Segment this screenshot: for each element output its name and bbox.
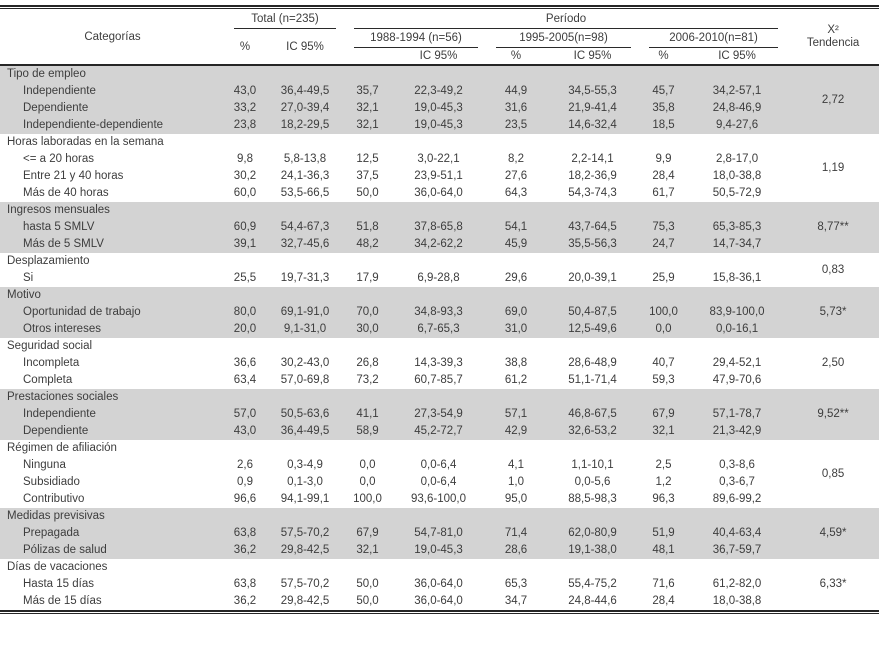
data-row	[0, 100, 879, 117]
x2-trend-value: 9,52**	[817, 408, 849, 420]
x2-trend-value: 0,85	[821, 467, 845, 480]
pct-cell: 50,0	[356, 578, 379, 590]
pct-cell: 51,9	[652, 527, 675, 539]
data-row	[0, 168, 879, 185]
ic95-cell: 1,1-10,1	[571, 459, 614, 471]
pct-cell: 23,5	[504, 119, 528, 131]
row-label: Si	[23, 272, 34, 284]
row-label: <= a 20 horas	[23, 153, 94, 165]
section-header-row	[0, 287, 879, 304]
ic95-cell: 19,0-45,3	[414, 544, 463, 556]
pct-cell: 0,0	[359, 459, 376, 471]
total-group-label: Total (n=235)	[251, 13, 319, 25]
ic95-cell: 36,7-59,7	[712, 544, 762, 556]
ic95-cell: 23,9-51,1	[414, 170, 463, 182]
ic95-cell: 47,9-70,6	[712, 374, 762, 386]
ic95-cell: 50,5-72,9	[712, 187, 762, 199]
ic95-cell: 0,3-6,7	[719, 476, 755, 488]
pct-cell: 57,1	[504, 408, 528, 420]
pct-cell: 24,7	[652, 238, 675, 250]
ic95-cell: 51,1-71,4	[568, 374, 617, 386]
pct-cell: 38,8	[504, 357, 528, 369]
row-label: Más de 40 horas	[23, 187, 109, 199]
pct-cell: 54,1	[504, 221, 528, 233]
ic95-cell: 5,8-13,8	[283, 153, 327, 165]
section-title: Seguridad social	[7, 340, 93, 352]
row-label: Subsidiado	[23, 476, 80, 488]
total-pct-header: %	[239, 40, 251, 53]
section-header-row	[0, 134, 879, 151]
row-label: Contributivo	[23, 493, 85, 505]
ic95-cell: 69,1-91,0	[280, 306, 330, 318]
data-row	[0, 117, 879, 134]
period1-label: 1988-1994 (n=56)	[370, 32, 462, 44]
pct-cell: 2,6	[237, 459, 253, 471]
row-label: Independiente	[23, 408, 96, 420]
data-row	[0, 355, 879, 372]
data-row	[0, 474, 879, 491]
x2-trend-value: 0,83	[821, 263, 845, 276]
pct-cell: 48,2	[356, 238, 379, 250]
pct-cell: 96,3	[652, 493, 675, 505]
pct-cell: 35,7	[356, 85, 379, 97]
ic95-cell: 89,6-99,2	[712, 493, 762, 505]
ic95-cell: 29,4-52,1	[712, 357, 762, 369]
ic95-cell: 50,5-63,6	[280, 408, 330, 420]
ic95-cell: 29,8-42,5	[280, 544, 330, 556]
data-row	[0, 491, 879, 508]
pct-cell: 39,1	[233, 238, 257, 250]
section-title: Horas laboradas en la semana	[7, 136, 164, 148]
pct-cell: 12,5	[356, 153, 379, 165]
ic95-cell: 36,0-64,0	[414, 187, 463, 199]
pct-cell: 30,0	[356, 323, 379, 335]
ic95-cell: 57,1-78,7	[712, 408, 762, 420]
row-label: Entre 21 y 40 horas	[23, 170, 124, 182]
ic95-cell: 14,7-34,7	[712, 238, 762, 250]
period3-ic-header: IC 95%	[718, 50, 756, 62]
row-label: Oportunidad de trabajo	[23, 306, 141, 318]
section-title: Régimen de afiliación	[7, 442, 117, 454]
ic95-cell: 0,1-3,0	[287, 476, 323, 488]
pct-cell: 50,0	[356, 595, 379, 607]
row-label: Completa	[23, 374, 73, 386]
pct-cell: 64,3	[504, 187, 528, 199]
pct-cell: 61,2	[504, 374, 528, 386]
pct-cell: 45,9	[504, 238, 528, 250]
table-body	[0, 65, 879, 610]
ic95-cell: 0,3-4,9	[287, 459, 323, 471]
pct-cell: 57,0	[233, 408, 257, 420]
pct-cell: 25,9	[652, 272, 675, 284]
ic95-cell: 60,7-85,7	[414, 374, 463, 386]
pct-cell: 32,1	[356, 102, 379, 114]
ic95-cell: 57,5-70,2	[280, 527, 330, 539]
ic95-cell: 54,4-67,3	[280, 221, 330, 233]
ic95-cell: 57,0-69,8	[280, 374, 330, 386]
x2-header-line1: X²	[827, 23, 839, 36]
pct-cell: 31,0	[504, 323, 528, 335]
ic95-cell: 27,3-54,9	[414, 408, 463, 420]
pct-cell: 28,6	[504, 544, 528, 556]
ic95-cell: 15,8-36,1	[712, 272, 762, 284]
x2-trend-value: 4,59*	[819, 527, 847, 539]
pct-cell: 17,9	[356, 272, 379, 284]
ic95-cell: 54,7-81,0	[414, 527, 463, 539]
pct-cell: 59,3	[652, 374, 675, 386]
data-row	[0, 185, 879, 202]
pct-cell: 36,2	[233, 544, 257, 556]
ic95-cell: 34,8-93,3	[414, 306, 463, 318]
ic95-cell: 12,5-49,6	[568, 323, 617, 335]
pct-cell: 48,1	[652, 544, 675, 556]
pct-cell: 0,0	[655, 323, 672, 335]
period3-pct-header: %	[658, 50, 669, 62]
pct-cell: 2,5	[655, 459, 672, 471]
ic95-cell: 24,8-44,6	[568, 595, 617, 607]
row-label: Independiente	[23, 85, 96, 97]
ic95-cell: 24,8-46,9	[712, 102, 762, 114]
row-label: Ninguna	[23, 459, 66, 471]
categories-header: Categorías	[84, 30, 141, 43]
data-row	[0, 457, 879, 474]
section-title: Prestaciones sociales	[7, 391, 119, 403]
pct-cell: 23,8	[233, 119, 257, 131]
pct-cell: 28,4	[652, 170, 675, 182]
pct-cell: 36,2	[233, 595, 257, 607]
section-title: Tipo de empleo	[7, 68, 86, 80]
x2-trend-header	[787, 9, 879, 65]
ic95-cell: 9,4-27,6	[715, 119, 759, 131]
x2-trend-value: 8,77**	[817, 221, 849, 233]
ic95-cell: 19,1-38,0	[568, 544, 617, 556]
pct-cell: 20,0	[233, 323, 257, 335]
row-label: Dependiente	[23, 425, 89, 437]
ic95-cell: 6,9-28,8	[417, 272, 460, 284]
section-title: Desplazamiento	[7, 255, 90, 267]
pct-cell: 35,8	[652, 102, 675, 114]
ic95-cell: 0,0-6,4	[420, 476, 457, 488]
pct-cell: 63,4	[233, 374, 257, 386]
pct-cell: 44,9	[504, 85, 528, 97]
data-row	[0, 270, 879, 287]
data-row	[0, 151, 879, 168]
pct-cell: 50,0	[356, 187, 379, 199]
ic95-cell: 62,0-80,9	[568, 527, 617, 539]
pct-cell: 65,3	[504, 578, 528, 590]
period2-pct-header: %	[510, 50, 522, 62]
ic95-cell: 0,0-6,4	[420, 459, 457, 471]
row-label: Prepagada	[23, 527, 80, 539]
ic95-cell: 29,8-42,5	[280, 595, 330, 607]
x2-trend-value: 2,50	[821, 357, 845, 369]
period-group-label: Período	[545, 13, 587, 25]
section-header-row	[0, 65, 879, 83]
section-header-row	[0, 389, 879, 406]
ic95-cell: 19,7-31,3	[280, 272, 330, 284]
pct-cell: 26,8	[356, 357, 379, 369]
ic95-cell: 14,3-39,3	[414, 357, 463, 369]
ic95-cell: 21,3-42,9	[712, 425, 762, 437]
ic95-cell: 18,0-38,8	[712, 595, 762, 607]
ic95-cell: 61,2-82,0	[712, 578, 762, 590]
row-label: Otros intereses	[23, 323, 101, 335]
pct-cell: 36,6	[233, 357, 257, 369]
ic95-cell: 18,2-29,5	[280, 119, 330, 131]
data-row	[0, 525, 879, 542]
section-title: Ingresos mensuales	[7, 204, 110, 216]
x2-trend-value: 2,72	[821, 93, 845, 106]
row-label: Incompleta	[23, 357, 80, 369]
pct-cell: 67,9	[652, 408, 675, 420]
ic95-cell: 35,5-56,3	[568, 238, 617, 250]
data-row	[0, 372, 879, 389]
pct-cell: 32,1	[356, 119, 379, 131]
ic95-cell: 28,6-48,9	[568, 357, 617, 369]
pct-cell: 31,6	[504, 102, 528, 114]
ic95-cell: 2,8-17,0	[715, 153, 759, 165]
row-label: Pólizas de salud	[23, 544, 107, 556]
pct-cell: 58,9	[356, 425, 379, 437]
pct-cell: 0,9	[237, 476, 253, 488]
ic95-cell: 57,5-70,2	[280, 578, 330, 590]
header-row-groups	[0, 9, 879, 29]
pct-cell: 96,6	[233, 493, 257, 505]
row-label: Independiente-dependiente	[23, 119, 164, 131]
data-row	[0, 236, 879, 253]
table-header	[0, 9, 879, 65]
pct-cell: 73,2	[356, 374, 379, 386]
section-title: Medidas previsivas	[7, 510, 105, 522]
section-title: Motivo	[7, 289, 41, 301]
ic95-cell: 32,7-45,6	[280, 238, 330, 250]
data-row	[0, 304, 879, 321]
ic95-cell: 45,2-72,7	[414, 425, 463, 437]
ic95-cell: 50,4-87,5	[568, 306, 617, 318]
pct-cell: 100,0	[649, 306, 678, 318]
section-header-row	[0, 253, 879, 270]
pct-cell: 34,7	[504, 595, 528, 607]
ic95-cell: 0,3-8,6	[719, 459, 755, 471]
pct-cell: 71,6	[652, 578, 675, 590]
ic95-cell: 53,5-66,5	[280, 187, 330, 199]
pct-cell: 29,6	[504, 272, 528, 284]
ic95-cell: 0,0-5,6	[574, 476, 611, 488]
ic95-cell: 54,3-74,3	[568, 187, 617, 199]
row-label: Dependiente	[23, 102, 89, 114]
ic95-cell: 27,0-39,4	[280, 102, 330, 114]
period3-header	[640, 29, 787, 48]
ic95-cell: 20,0-39,1	[568, 272, 617, 284]
pct-cell: 43,0	[233, 425, 257, 437]
section-header-row	[0, 508, 879, 525]
pct-cell: 1,2	[655, 476, 672, 488]
period3-label: 2006-2010(n=81)	[669, 32, 758, 44]
ic95-cell: 43,7-64,5	[568, 221, 617, 233]
pct-cell: 4,1	[508, 459, 525, 471]
ic95-cell: 18,0-38,8	[712, 170, 762, 182]
pct-cell: 32,1	[356, 544, 379, 556]
ic95-cell: 36,4-49,5	[280, 85, 330, 97]
pct-cell: 45,7	[652, 85, 675, 97]
ic95-cell: 34,5-55,3	[568, 85, 617, 97]
ic95-cell: 19,0-45,3	[414, 119, 463, 131]
ic95-cell: 30,2-43,0	[280, 357, 330, 369]
pct-cell: 8,2	[508, 153, 525, 165]
period2-ic-header: IC 95%	[573, 50, 612, 62]
table-bottom-rule	[0, 610, 879, 614]
row-label: hasta 5 SMLV	[23, 221, 95, 233]
section-header-row	[0, 202, 879, 219]
data-row	[0, 423, 879, 440]
data-row	[0, 83, 879, 100]
period1-ic-header: IC 95%	[419, 50, 458, 62]
ic95-cell: 36,0-64,0	[414, 578, 463, 590]
pct-cell: 63,8	[233, 578, 257, 590]
period2-header	[487, 29, 640, 48]
pct-cell: 42,9	[504, 425, 528, 437]
data-row	[0, 321, 879, 338]
ic95-cell: 6,7-65,3	[417, 323, 460, 335]
period1-pct-header-empty	[345, 48, 390, 65]
data-row	[0, 542, 879, 559]
row-label: Más de 5 SMLV	[23, 238, 104, 250]
pct-cell: 63,8	[233, 527, 257, 539]
data-row	[0, 406, 879, 423]
ic95-cell: 32,6-53,2	[568, 425, 617, 437]
ic95-cell: 46,8-67,5	[568, 408, 617, 420]
ic95-cell: 83,9-100,0	[709, 306, 765, 318]
period1-header	[345, 29, 487, 48]
pct-cell: 100,0	[353, 493, 382, 505]
x2-trend-value: 1,19	[821, 161, 845, 174]
ic95-cell: 93,6-100,0	[411, 493, 467, 505]
x2-header-line2: Tendencia	[806, 36, 860, 49]
pct-cell: 0,0	[359, 476, 376, 488]
pct-cell: 69,0	[504, 306, 528, 318]
ic95-cell: 55,4-75,2	[568, 578, 617, 590]
period-group-header	[345, 9, 787, 29]
pct-cell: 61,7	[652, 187, 675, 199]
data-row	[0, 576, 879, 593]
pct-cell: 95,0	[504, 493, 528, 505]
statistics-table	[0, 9, 879, 610]
ic95-cell: 14,6-32,4	[568, 119, 617, 131]
ic95-cell: 34,2-62,2	[414, 238, 463, 250]
ic95-cell: 65,3-85,3	[712, 221, 762, 233]
pct-cell: 75,3	[652, 221, 675, 233]
pct-cell: 9,8	[237, 153, 253, 165]
ic95-cell: 34,2-57,1	[712, 85, 762, 97]
ic95-cell: 36,4-49,5	[280, 425, 330, 437]
section-header-row	[0, 440, 879, 457]
data-row	[0, 219, 879, 236]
pct-cell: 32,1	[652, 425, 675, 437]
row-label: Hasta 15 días	[23, 578, 94, 590]
data-row	[0, 593, 879, 610]
ic95-cell: 22,3-49,2	[414, 85, 463, 97]
pct-cell: 67,9	[356, 527, 379, 539]
pct-cell: 40,7	[652, 357, 675, 369]
pct-cell: 71,4	[504, 527, 528, 539]
pct-cell: 43,0	[233, 85, 257, 97]
pct-cell: 80,0	[233, 306, 257, 318]
ic95-cell: 88,5-98,3	[568, 493, 617, 505]
pct-cell: 37,5	[356, 170, 379, 182]
ic95-cell: 21,9-41,4	[568, 102, 617, 114]
pct-cell: 28,4	[652, 595, 675, 607]
ic95-cell: 3,0-22,1	[417, 153, 460, 165]
pct-cell: 51,8	[356, 221, 379, 233]
pct-cell: 60,0	[233, 187, 257, 199]
total-ic-header: IC 95%	[286, 40, 324, 53]
pct-cell: 27,6	[504, 170, 528, 182]
section-header-row	[0, 338, 879, 355]
ic95-cell: 2,2-14,1	[571, 153, 614, 165]
pct-cell: 33,2	[233, 102, 257, 114]
pct-cell: 9,9	[655, 153, 672, 165]
ic95-cell: 19,0-45,3	[414, 102, 463, 114]
pct-cell: 41,1	[356, 408, 379, 420]
x2-trend-value: 6,33*	[819, 578, 847, 590]
row-label: Más de 15 días	[23, 595, 102, 607]
pct-cell: 1,0	[508, 476, 525, 488]
ic95-cell: 36,0-64,0	[414, 595, 463, 607]
total-group-header	[225, 9, 345, 29]
pct-cell: 25,5	[233, 272, 257, 284]
pct-cell: 18,5	[652, 119, 675, 131]
pct-cell: 70,0	[356, 306, 379, 318]
ic95-cell: 94,1-99,1	[280, 493, 330, 505]
section-title: Días de vacaciones	[7, 561, 108, 573]
ic95-cell: 0,0-16,1	[715, 323, 759, 335]
ic95-cell: 18,2-36,9	[568, 170, 617, 182]
ic95-cell: 37,8-65,8	[414, 221, 463, 233]
ic95-cell: 9,1-31,0	[283, 323, 327, 335]
pct-cell: 60,9	[233, 221, 257, 233]
period2-label: 1995-2005(n=98)	[519, 32, 608, 44]
x2-trend-value: 5,73*	[819, 306, 847, 318]
section-header-row	[0, 559, 879, 576]
pct-cell: 30,2	[233, 170, 257, 182]
ic95-cell: 24,1-36,3	[280, 170, 330, 182]
ic95-cell: 40,4-63,4	[712, 527, 762, 539]
